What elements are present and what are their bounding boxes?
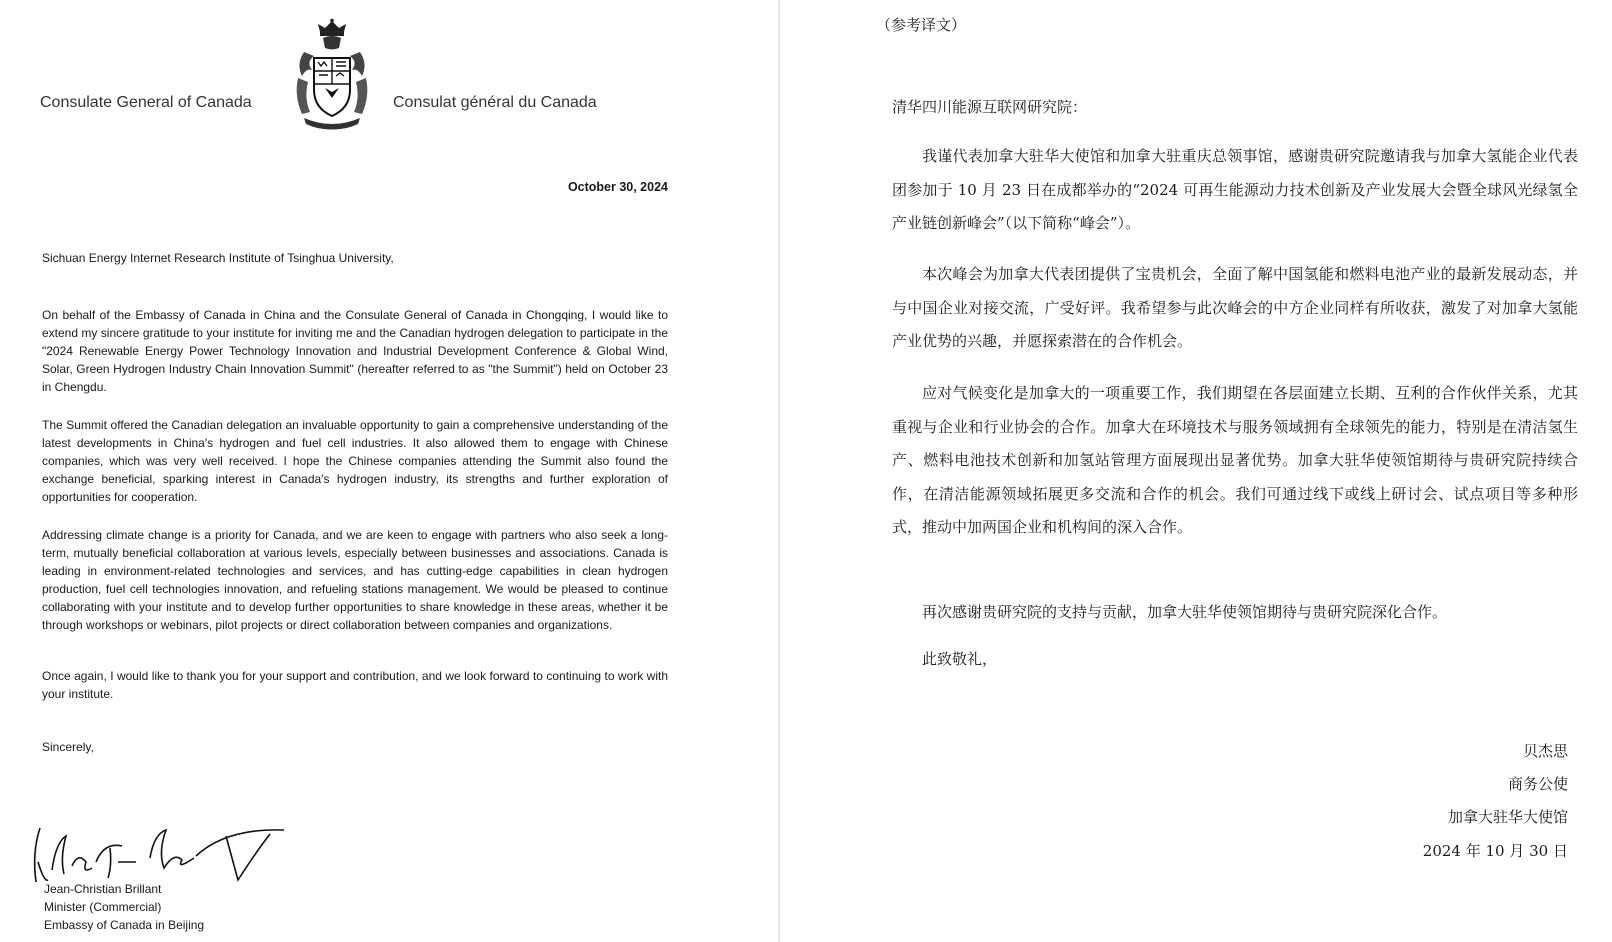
translation-paragraph: 应对气候变化是加拿大的一项重要工作，我们期望在各层面建立长期、互利的合作伙伴关系，尤其重视与企业和行业协会的合作。加拿大在环境技术与服务领域拥有全球领先的能力，特别是在清洁氢生产、燃料电池技术创新和加氢站管理方面展现出显著优势。加拿大驻华使领馆期待与贵研究院持续合作，在清洁能源领域拓展更多交流和合作的机会。我们可通过线下或线上研讨会、试点项目等多种形式，推动中加两国企业和机构间的深入合作。 bbox=[892, 384, 1578, 536]
translation-recipient: 清华四川能源互联网研究院： bbox=[892, 98, 1088, 116]
letter-paragraph: Once again, I would like to thank you for your support and contribution, and we look forward to continuing to work with your institute. bbox=[42, 669, 668, 701]
letter-recipient: Sichuan Energy Internet Research Institute of Tsinghua University, bbox=[42, 251, 394, 265]
translation-closing: 此致敬礼， bbox=[922, 650, 998, 668]
signatory-organization: Embassy of Canada in Beijing bbox=[44, 918, 205, 932]
letter-date: October 30, 2024 bbox=[567, 180, 668, 194]
letter-paragraph: On behalf of the Embassy of Canada in China and the Consulate General of Canada in Chongqing, I would like to extend my sincere gratitude to your institute for inviting me and the Canadian hydrogen delegation to participate in the "2024 Renewable Energy Power Technology Innovation and Industrial Development Conference & Global Wind, Solar, Green Hydrogen Industry Chain Innovation Summit" (hereafter referred to as "the Summit") held on October 23 in Chengdu. bbox=[42, 308, 668, 394]
chinese-translation-page bbox=[780, 0, 1612, 942]
letter-paragraph: Addressing climate change is a priority for Canada, and we are keen to engage with partners who also seek a long-term, mutually beneficial collaboration at various levels, especially between businesses and associations. Canada is leading in environment-related technologies and services, and has cutting-edge capabilities in clean hydrogen production, fuel cell technologies innovation, and refueling stations management. We would be pleased to continue collaborating with your institute and to develop further opportunities to share knowledge in these areas, whether it be through workshops or webinars, pilot projects or direct collaboration between companies and organizations. bbox=[42, 528, 668, 632]
translation-signatory-title: 商务公使 bbox=[1507, 775, 1568, 793]
letterhead-english: Consulate General of Canada bbox=[40, 94, 252, 111]
letter-paragraph: The Summit offered the Canadian delegation an invaluable opportunity to gain a comprehensive understanding of the latest developments in China's hydrogen and fuel cell industries. It also allowed them to engage with Chinese companies, which was very well received. I hope the Chinese companies attending the Summit also found the exchange beneficial, sparking interest in Canada's hydrogen industry, its strengths and further exploration of opportunities for cooperation. bbox=[42, 418, 668, 504]
translation-paragraph: 我谨代表加拿大驻华大使馆和加拿大驻重庆总领事馆，感谢贵研究院邀请我与加拿大氢能企业代表团参加于 10 月 23 日在成都举办的“2024 可再生能源动力技术创新及产业发展大会暨全球风光绿氢全产业链创新峰会”（以下简称“峰会”）。 bbox=[892, 147, 1578, 232]
translation-paragraph: 再次感谢贵研究院的支持与贡献，加拿大驻华使领馆期待与贵研究院深化合作。 bbox=[922, 603, 1448, 621]
english-letter-page bbox=[0, 0, 778, 942]
translation-paragraph: 本次峰会为加拿大代表团提供了宝贵机会，全面了解中国氢能和燃料电池产业的最新发展动态，并与中国企业对接交流，广受好评。我希望参与此次峰会的中方企业同样有所收获，激发了对加拿大氢能产业优势的兴趣，并愿探索潜在的合作机会。 bbox=[892, 265, 1578, 350]
letter-closing: Sincerely, bbox=[42, 740, 94, 754]
translation-signatory-name: 贝杰思 bbox=[1522, 742, 1568, 760]
signatory-title: Minister (Commercial) bbox=[44, 900, 162, 914]
translation-signatory-organization: 加拿大驻华大使馆 bbox=[1447, 808, 1568, 826]
translation-label: （参考译文） bbox=[876, 16, 967, 34]
translation-date: 2024 年 10 月 30 日 bbox=[1422, 842, 1568, 860]
letterhead-french: Consulat général du Canada bbox=[393, 94, 597, 111]
canada-coat-of-arms-icon bbox=[292, 18, 372, 136]
signatory-name: Jean-Christian Brillant bbox=[44, 882, 162, 896]
